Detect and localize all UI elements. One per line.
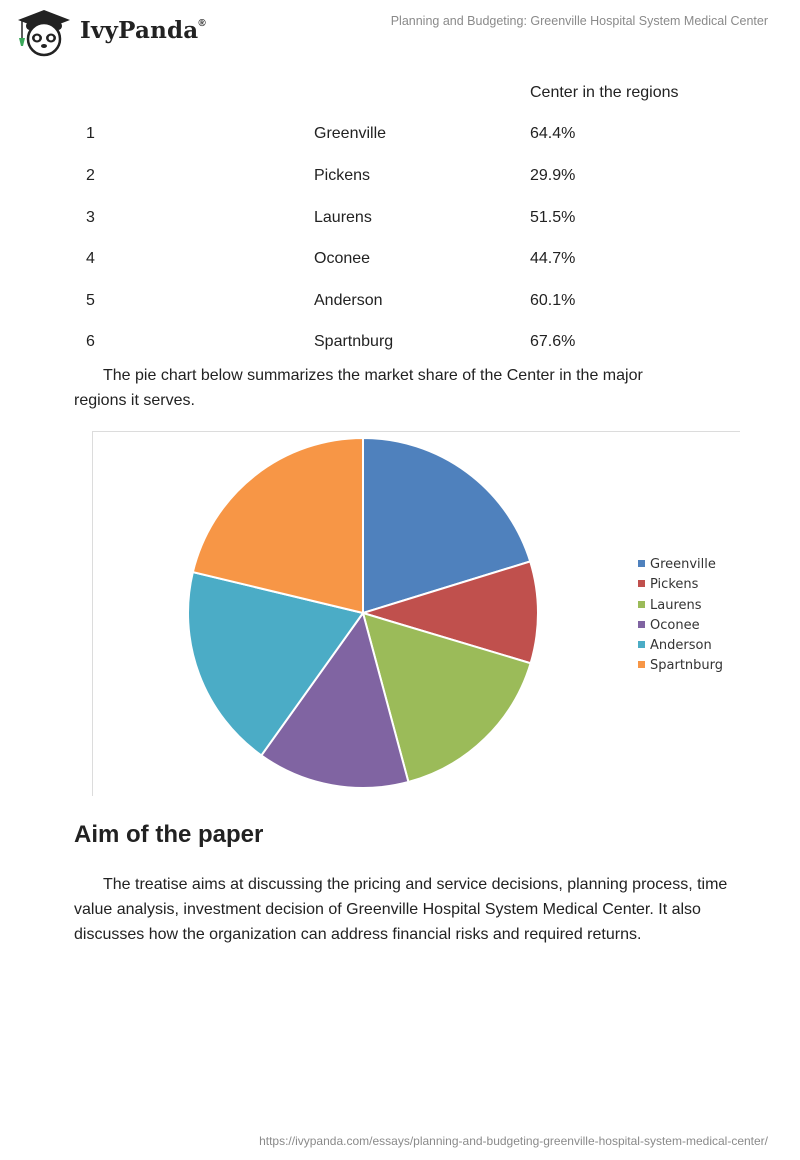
table-row xyxy=(74,238,734,280)
row-number: 1 xyxy=(86,125,95,143)
table-row xyxy=(74,322,734,364)
legend-swatch xyxy=(638,580,645,587)
region-share-table xyxy=(74,72,734,363)
table-header-row xyxy=(74,72,734,114)
intro-paragraph: The pie chart below summarizes the market share of the Center in the major regions it serves. xyxy=(74,367,643,409)
legend-label: Pickens xyxy=(650,577,699,593)
legend-swatch xyxy=(638,641,645,648)
row-number: 6 xyxy=(86,333,95,351)
region-share: 67.6% xyxy=(530,333,576,351)
legend-label: Anderson xyxy=(650,638,712,654)
table-cell xyxy=(314,72,530,114)
region-share: 29.9% xyxy=(530,166,576,184)
row-number: 5 xyxy=(86,291,95,309)
legend-item-anderson xyxy=(638,636,723,656)
table-row xyxy=(74,155,734,197)
legend-label: Spartnburg xyxy=(650,658,724,674)
legend-item-spartnburg xyxy=(638,656,723,676)
row-number: 2 xyxy=(86,166,95,184)
source-url[interactable]: https://ivypanda.com/essays/planning-and-budgeting-greenville-hospital-system-medical-center/ xyxy=(259,1134,768,1148)
region-name: Greenville xyxy=(314,125,387,143)
brand-name[interactable] xyxy=(80,17,206,44)
legend-label: Oconee xyxy=(650,617,700,633)
registered-mark: ® xyxy=(198,18,206,30)
market-share-pie-chart xyxy=(92,431,740,796)
table-row xyxy=(74,197,734,239)
legend-item-greenville xyxy=(638,555,723,575)
region-share: 51.5% xyxy=(530,208,576,226)
region-share: 44.7% xyxy=(530,250,576,268)
legend-swatch xyxy=(638,560,645,567)
legend-item-oconee xyxy=(638,616,723,636)
region-share: 64.4% xyxy=(530,125,576,143)
legend-swatch xyxy=(638,661,645,668)
region-name: Spartnburg xyxy=(314,333,394,351)
region-share: 60.1% xyxy=(530,291,576,309)
table-row xyxy=(74,280,734,322)
row-number: 4 xyxy=(86,250,95,268)
table-cell xyxy=(74,72,314,114)
table-row xyxy=(74,114,734,156)
legend-label: Greenville xyxy=(650,557,716,572)
table-header-cell: Center in the regions xyxy=(530,83,679,101)
legend-label: Laurens xyxy=(650,597,702,613)
chart-legend xyxy=(638,555,723,677)
section-heading: Aim of the paper xyxy=(74,821,264,848)
region-name: Pickens xyxy=(314,166,371,184)
panda-logo-icon[interactable] xyxy=(14,8,74,58)
brand-text: IvyPanda xyxy=(80,17,199,44)
legend-item-laurens xyxy=(638,596,723,616)
legend-item-pickens xyxy=(638,575,723,595)
section-paragraph: The treatise aims at discussing the pricing and service decisions, planning process, time value analysis, investment decision of Greenville Hospital System Medical Center. It also discusses how the organization can address financial risks and required returns. xyxy=(74,876,728,943)
region-name: Laurens xyxy=(314,208,372,226)
document-title: Planning and Budgeting: Greenville Hospital System Medical Center xyxy=(390,14,768,28)
page-header xyxy=(0,0,800,70)
row-number: 3 xyxy=(86,208,95,226)
legend-swatch xyxy=(638,621,645,628)
region-name: Oconee xyxy=(314,250,371,268)
legend-swatch xyxy=(638,601,645,608)
region-name: Anderson xyxy=(314,291,383,309)
